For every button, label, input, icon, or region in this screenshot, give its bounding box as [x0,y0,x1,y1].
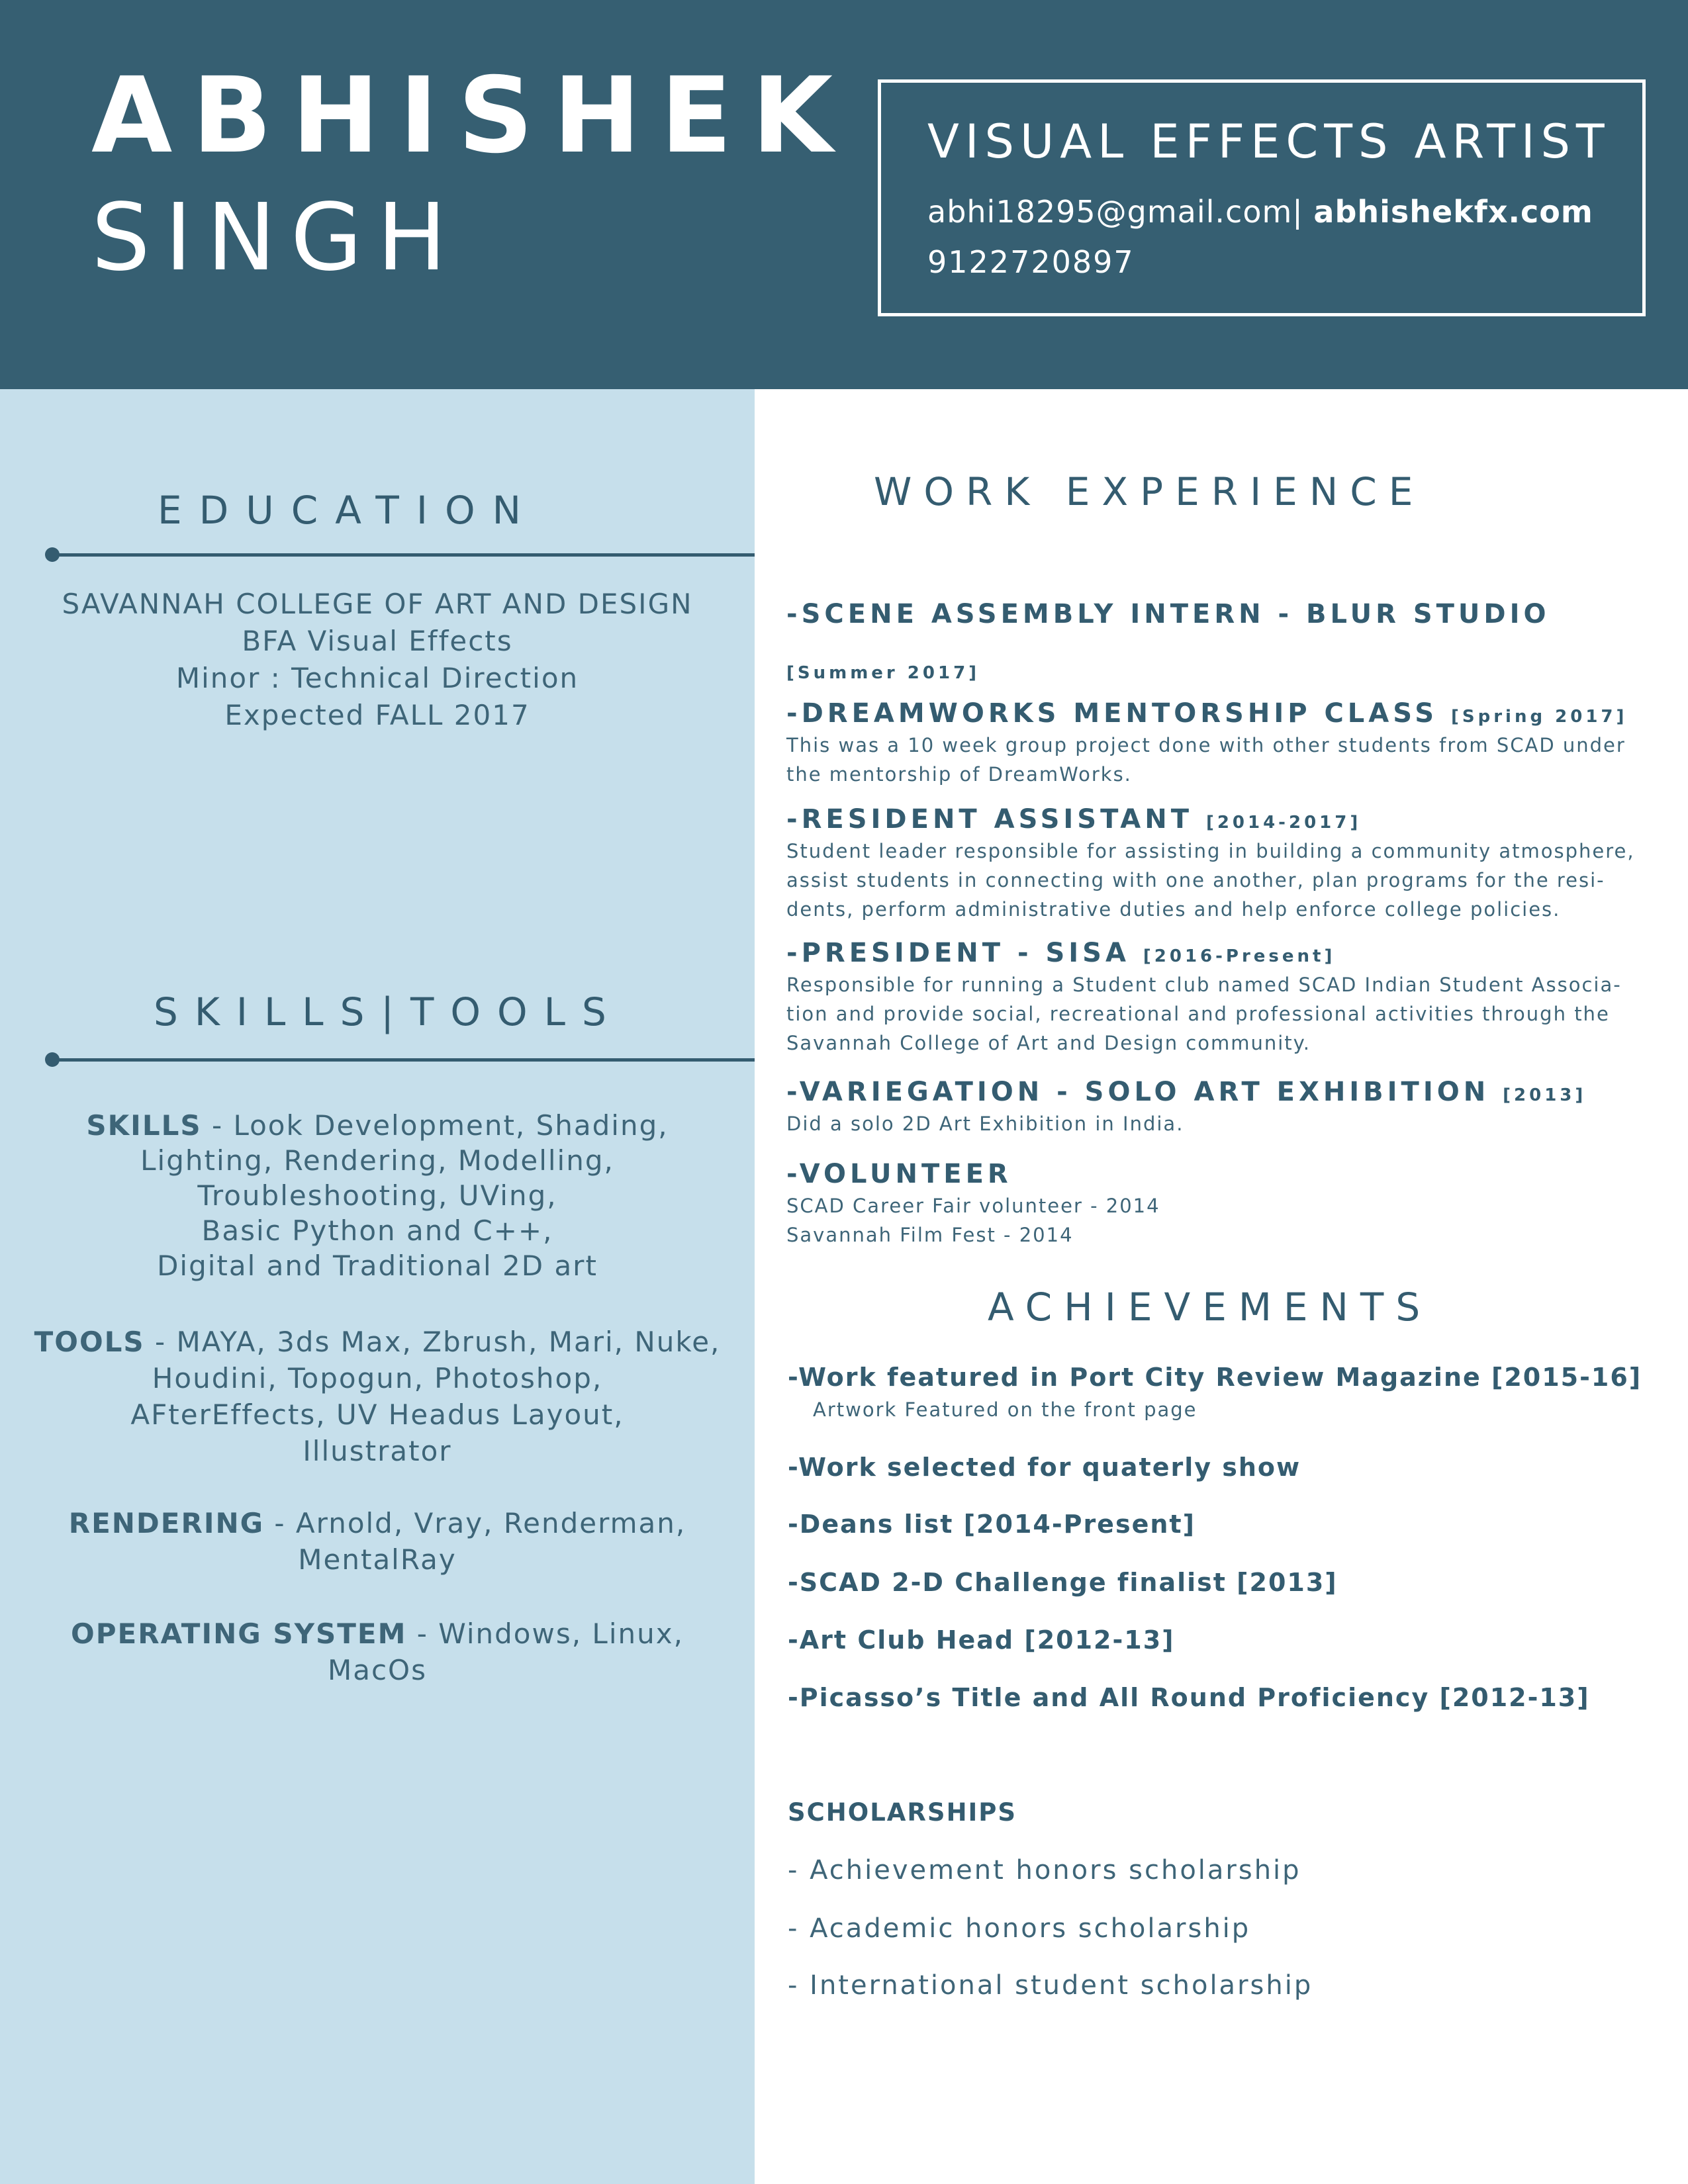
skills-line: Troubleshooting, UVing, [197,1179,557,1212]
os-line: - Windows, Linux, [406,1617,684,1650]
job-title-line [786,700,1627,727]
job-role: -RESIDENT ASSISTANT [786,804,1193,835]
achievement-item: -Deans list [2014-Present] [788,1510,1196,1539]
last-name: SINGH [91,184,461,292]
education-divider [52,553,755,557]
achievement-item: -Picasso’s Title and All Round Proficiency [2012-13] [788,1683,1590,1712]
job-desc-line: SCAD Career Fair volunteer - 2014 [786,1195,1160,1217]
job-desc-line: Savannah College of Art and Design community. [786,1032,1311,1054]
job-date: [2016-Present] [1143,946,1336,966]
job-desc-line: assist students in connecting with one another, plan programs for the resi- [786,869,1605,891]
rendering-block [0,1505,755,1578]
tools-line: Illustrator [303,1435,452,1467]
rendering-line: MentalRay [298,1543,457,1576]
scholarship-item: - Academic honors scholarship [788,1913,1251,1944]
skills-tools-heading: SKILLS|TOOLS [154,989,623,1034]
tools-block [0,1324,755,1469]
job-title-line [786,806,1361,833]
education-heading: EDUCATION [158,488,539,533]
job-desc-line: dents, perform administrative duties and help enforce college policies. [786,898,1561,921]
job-desc-line: Savannah Film Fest - 2014 [786,1224,1074,1246]
scholarship-item: - International student scholarship [788,1970,1313,2001]
job-role: -PRESIDENT - SISA [786,938,1130,968]
skills-line: Digital and Traditional 2D art [157,1250,598,1282]
skills-line: Basic Python and C++, [201,1214,553,1247]
job-date: [2014-2017] [1205,813,1362,833]
job-description [786,970,1673,1058]
website-link[interactable]: abhishekfx.com [1313,194,1593,230]
education-block [0,586,755,734]
achievement-item: -SCAD 2-D Challenge finalist [2013] [788,1568,1338,1597]
title-contact-box [878,79,1646,316]
job-description [786,1109,1673,1138]
job-role: -VOLUNTEER [786,1159,1012,1189]
skills-line: Lighting, Rendering, Modelling, [140,1144,614,1177]
job-role: -VARIEGATION - SOLO ART EXHIBITION [786,1077,1490,1107]
job-description [786,1191,1673,1250]
job-desc-line: Responsible for running a Student club named SCAD Indian Student Associa- [786,974,1622,996]
achievement-item: -Art Club Head [2012-13] [788,1625,1175,1655]
job-desc-line: tion and provide social, recreational and professional activities through the [786,1003,1610,1025]
os-label: OPERATING SYSTEM [71,1617,407,1650]
job-title: VISUAL EFFECTS ARTIST [927,114,1611,169]
job-role: -DREAMWORKS MENTORSHIP CLASS [786,698,1438,729]
work-experience-heading: WORK EXPERIENCE [874,469,1425,514]
job-date: [Spring 2017] [1451,707,1628,727]
achievement-item: -Work selected for quaterly show [788,1453,1301,1482]
os-block [0,1615,755,1688]
job-title-line [786,940,1335,966]
achievements-heading: ACHIEVEMENTS [988,1285,1432,1330]
rendering-label: RENDERING [68,1507,265,1539]
email-link[interactable]: abhi18295@gmail.com [927,194,1293,230]
scholarships-heading: SCHOLARSHIPS [788,1798,1017,1827]
job-role: -SCENE ASSEMBLY INTERN - BLUR STUDIO [786,599,1550,629]
job-title-line [786,1161,1012,1187]
job-desc-line: This was a 10 week group project done with other students from SCAD under [786,734,1626,756]
skills-label: SKILLS [86,1109,202,1142]
education-minor: Minor : Technical Direction [175,662,579,694]
job-description [786,731,1673,789]
job-title-line [786,1079,1586,1105]
tools-line: - MAYA, 3ds Max, Zbrush, Mari, Nuke, [144,1326,721,1358]
job-date: [Summer 2017] [786,663,980,683]
education-expected: Expected FALL 2017 [224,699,530,731]
education-school: SAVANNAH COLLEGE OF ART AND DESIGN [62,588,693,620]
first-name: ABHISHEK [91,55,853,177]
contact-separator: | [1292,194,1303,230]
scholarship-item: - Achievement honors scholarship [788,1855,1301,1886]
job-date: [2013] [1503,1085,1587,1105]
contact-line [927,194,1593,230]
phone-number: 9122720897 [927,244,1135,280]
job-desc-line: the mentorship of DreamWorks. [786,763,1132,786]
skills-block [0,1108,755,1283]
tools-line: AFterEffects, UV Headus Layout, [130,1398,624,1431]
tools-line: Houdini, Topogun, Photoshop, [152,1362,603,1394]
job-description [786,837,1673,924]
job-desc-line: Did a solo 2D Art Exhibition in India. [786,1113,1184,1135]
header-banner [0,0,1688,389]
os-line: MacOs [327,1654,427,1686]
job-title-line [786,601,1550,627]
achievement-note: Artwork Featured on the front page [813,1398,1197,1421]
job-desc-line: Student leader responsible for assisting in building a community atmosphere, [786,840,1635,862]
achievement-item: -Work featured in Port City Review Magazine [2015-16] [788,1363,1642,1392]
skills-line: - Look Development, Shading, [201,1109,669,1142]
job-date-line [786,657,980,683]
rendering-line: - Arnold, Vray, Renderman, [264,1507,686,1539]
tools-label: TOOLS [34,1326,145,1358]
education-degree: BFA Visual Effects [242,625,513,657]
skills-divider [52,1058,755,1062]
